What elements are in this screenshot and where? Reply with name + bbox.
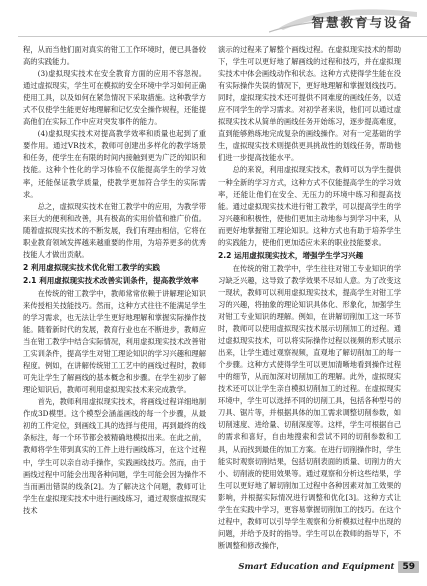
journal-header-title: 智慧教育与设备	[311, 15, 413, 30]
journal-header-logo	[269, 4, 419, 34]
paragraph: 在传统的钳工教学中，教师常常依赖于讲解理论知识来传授相关技能技巧。然而，这种方式往往不能满足学生的学习需求，也无法让学生更好地理解和掌握实际操作技能。随着新时代的发展，教育行业也在不断进步，教师应当在钳工教学中结合实际情况，利用虚拟现实技术改善钳工实训条件，提高学生对钳工理论知识的学习兴趣和理解程度。例如，在讲解传统钳工工艺中的画线过程时，教师可先让学生了解画线的基本概念和步骤。在学生初步了解理论知识后，教师可利用虚拟现实技术来完成教学。	[23, 288, 206, 395]
section-heading: 2.2 运用虚拟现实技术，增强学生学习兴趣	[218, 250, 364, 260]
section-heading: 2 利用虚拟现实技术优化钳工教学的实践	[23, 262, 161, 272]
paragraph: 在传统的钳工教学中，学生往往对钳工专业知识的学习缺乏兴趣，这导致了教学效果不尽如人意。为了改变这一现状，教师可以利用虚拟现实技术，提高学生对钳工学习的兴趣，将抽象的理论知识具体化、形象化，加强学生对钳工专业知识的理解。例如，在讲解切削加工这一环节时，教师可以使用虚拟现实技术展示切削加工的过程。通过虚拟现实技术，可以将实际操作过程以视频的形式展示出来，让学生通过观察视频，直观地了解切削加工的每一个步骤。这种方式使得学生可以更加清晰地看到操作过程中的细节，从而加深对切削加工的理解。此外，虚拟现实技术还可以让学生亲自模拟切削加工的过程。在虚拟现实环境中，学生可以选择不同的切削工具，包括各种型号的刀具、锯片等，并根据具体的加工需求调整切削参数，如切削速度、进给量、切削深度等。这样，学生可根据自己的需求和喜好，自由地搜索和尝试不同的切削参数和工具，从而找到最佳的加工方案。在进行切削操作时，学生能实时观察切削结果，包括切削表面的质量、切削力的大小、切削液的使用效果等。通过观察和分析这些结果，学生可以更好地了解切削加工过程中各种因素对加工效果的影响，并根据实际情况进行调整和优化[3]。这种方式让学生在实践中学习，更容易掌握切削加工的技巧。在这个过程中，教师可以引导学生观察和分析模拟过程中出现的问题，并给予及时的指导。学生可以在教师的指导下，不断调整和修改操作，	[218, 263, 401, 550]
page-footer	[238, 558, 419, 576]
page-number: 59	[398, 561, 419, 573]
paragraph: 程，从而当他们面对真实的钳工工作环境时，便已具备较高的实践能力。	[23, 45, 206, 67]
left-column	[23, 44, 206, 517]
paragraph: (3)虚拟现实技术在安全教育方面的应用不容忽视。通过虚拟现实，学生可在模拟的安全环境中学习如何正确使用工具，以及如何在紧急情况下采取措施。这种教学方式不仅使学生能更好地理解和记忆安全操作规程，还能提高他们在实际工作中应对突发事件的能力。	[23, 69, 206, 127]
right-column	[218, 44, 401, 552]
paragraph: 总之，虚拟现实技术在钳工教学中的应用，为教学带来巨大的便利和改善，具有极高的实用价值和推广价值。随着虚拟现实技术的不断发展，我们有理由相信，它将在职业教育领域发挥越来越重要的作用，为培养更多的优秀技能人才做出贡献。	[23, 201, 206, 259]
section-heading: 2.1 利用虚拟现实技术改善实训条件，提高教学效率	[23, 275, 199, 285]
paragraph: 总的来说，利用虚拟现实技术，教师可以为学生提供一种全新的学习方式，这种方式不仅能提高学生的学习效率，还能让他们在安全、无压力的环境中练习和提高技能。通过虚拟现实技术进行钳工教学，可以提高学生的学习兴趣和积极性，使他们更加主动地参与到学习中来，从而更好地掌握钳工理论知识。这种方式也有助于培养学生的实践能力，使他们更加适应未来的职业技能要求。	[218, 165, 401, 247]
header-divider	[18, 36, 427, 37]
paragraph: 演示的过程来了解整个画线过程。在虚拟现实技术的帮助下，学生可以更好地了解画线的过程和技巧，并在虚拟现实技术中体会画线动作和状态。这种方式使得学生能在没有实际操作失误的情况下，更好地理解和掌握划线技巧。同时，虚拟现实技术还可提供不同难度的画线任务，以适应不同学生的学习需求。对初学者来说，他们可以通过虚拟现实技术从简单的画线任务开始练习，逐步提高难度，直到能够熟练地完成复杂的画线操作。对有一定基础的学生，虚拟现实技术则提供更具挑战性的划线任务，帮助他们进一步提高技能水平。	[218, 45, 401, 163]
paragraph: (4)虚拟现实技术对提高教学效率和质量也起到了重要作用。通过VR技术，教师可创建出多样化的教学场景和任务，使学生在有限的时间内接触到更为广泛的知识和技能。这种个性化的学习体验不仅能提高学生的学习效率，还能保证教学质量，使教学更加符合学生的实际需求。	[23, 129, 206, 199]
paragraph: 首先，教师利用虚拟现实技术，将画线过程详细地制作成3D模型。这个模型会涵盖画线的每一个步骤，从最初的工件定位，到画线工具的选择与使用，再到最终的线条标注，每一个环节都会被精确地模拟出来。在此之前，教师将学生带到真实的工件上进行画线练习，在这个过程中，学生可以亲自动手操作，实践画线技巧。然而，由于画线过程中可能会出现各种问题，学生可能会因为操作不当而画出错误的线条[2]。为了解决这个问题，教师可让学生在虚拟现实技术中进行画线练习，通过观察虚拟现实技术	[23, 397, 206, 515]
footer-journal-title: Smart Education and Equipment	[238, 562, 395, 572]
